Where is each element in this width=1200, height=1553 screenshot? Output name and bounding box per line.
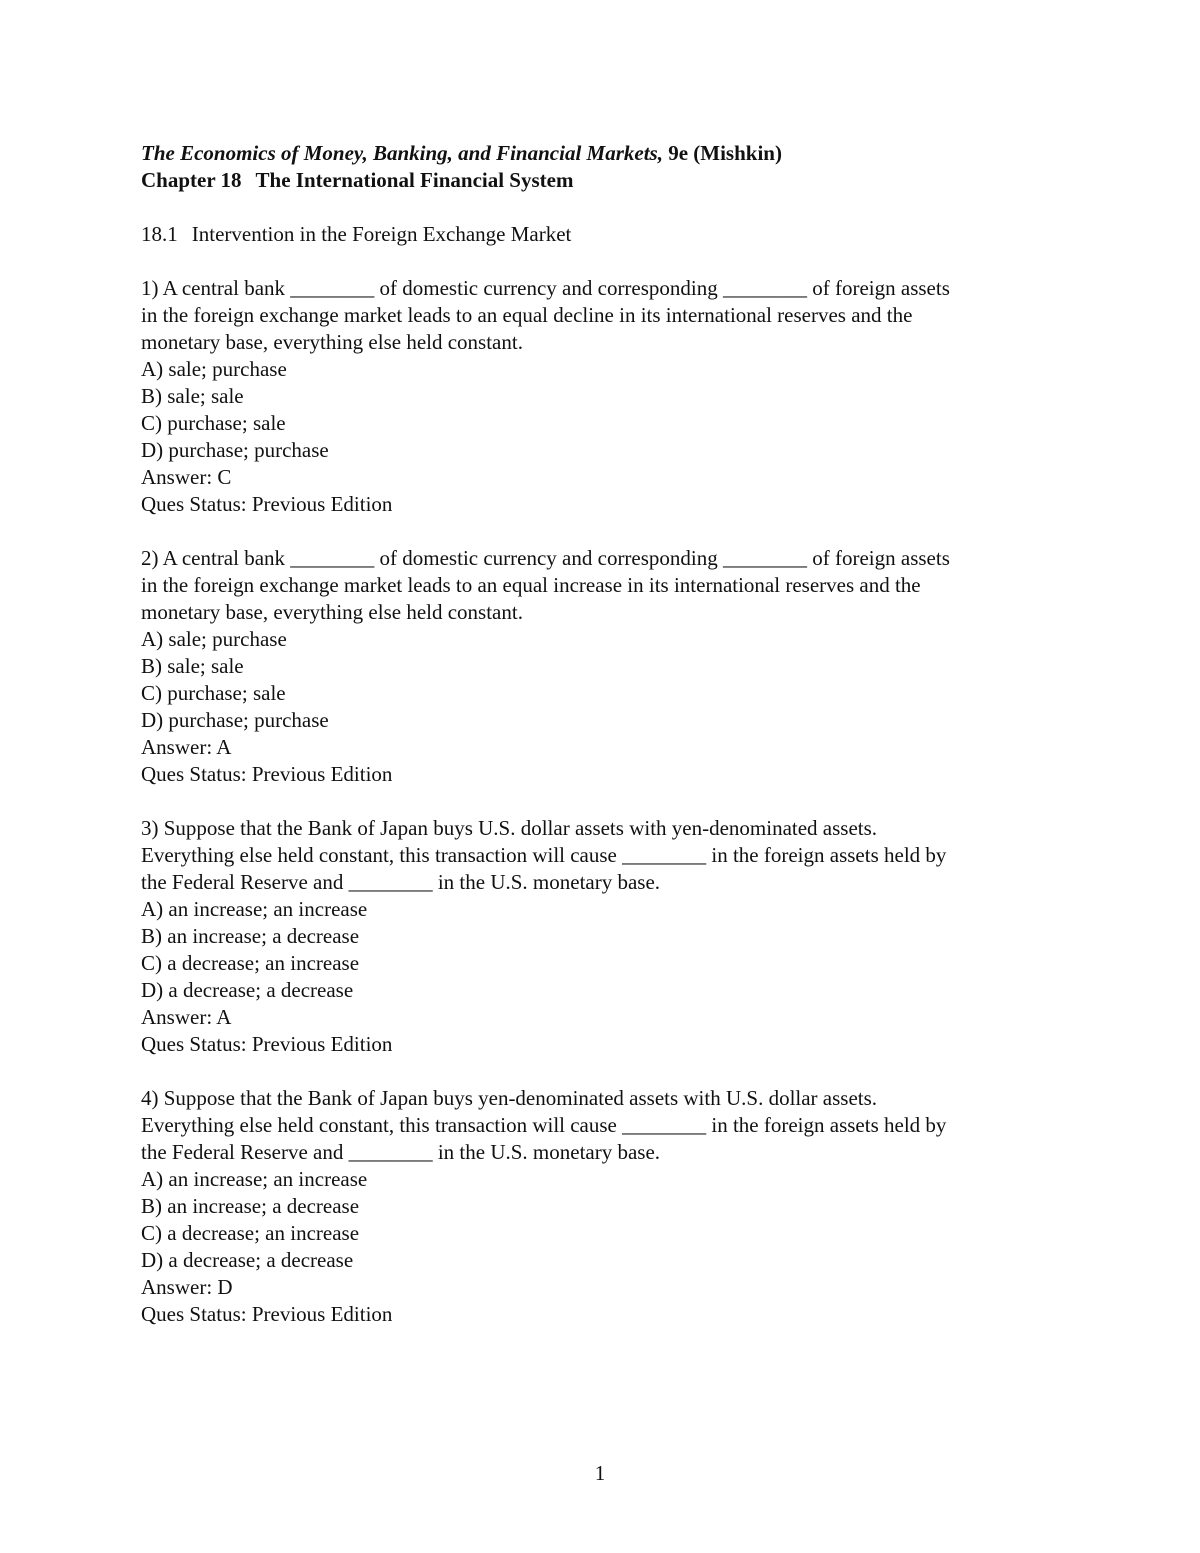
- question-3: [141, 815, 1061, 1058]
- page-number: 1: [594, 1461, 606, 1485]
- option-a: A) an increase; an increase: [141, 1167, 368, 1191]
- question-stem: 1) A central bank ________ of domestic currency and corresponding ________ of foreign assets in the foreign exchange market leads to an equal decline in its international reserves and the monetary base, everything else held constant.: [141, 276, 950, 354]
- option-a: A) sale; purchase: [141, 357, 287, 381]
- book-edition: 9e (Mishkin): [662, 141, 782, 165]
- option-d: D) a decrease; a decrease: [141, 978, 354, 1002]
- question-stem: 3) Suppose that the Bank of Japan buys U.S. dollar assets with yen-denominated assets. Everything else held constant, this transaction will cause ________ in the foreign assets held by the Federal Reserve and ________ in the U.S. monetary base.: [141, 816, 947, 894]
- option-d: D) a decrease; a decrease: [141, 1248, 354, 1272]
- document-title: [141, 140, 1061, 167]
- option-c: C) a decrease; an increase: [141, 951, 360, 975]
- question-status: Ques Status: Previous Edition: [141, 492, 393, 516]
- answer-line: Answer: D: [141, 1275, 233, 1299]
- answer-line: Answer: A: [141, 735, 232, 759]
- option-d: D) purchase; purchase: [141, 708, 329, 732]
- question-4: [141, 1085, 1061, 1328]
- document-page: [141, 140, 1061, 1328]
- question-2: [141, 545, 1061, 788]
- option-c: C) purchase; sale: [141, 681, 286, 705]
- option-b: B) an increase; a decrease: [141, 1194, 360, 1218]
- question-stem: 4) Suppose that the Bank of Japan buys yen-denominated assets with U.S. dollar assets. Everything else held constant, this transaction will cause ________ in the foreign assets held by the Federal Reserve and ________ in the U.S. monetary base.: [141, 1086, 947, 1164]
- question-1: [141, 275, 1061, 518]
- section-heading: [141, 221, 1061, 248]
- answer-line: Answer: A: [141, 1005, 232, 1029]
- question-status: Ques Status: Previous Edition: [141, 762, 393, 786]
- answer-line: Answer: C: [141, 465, 232, 489]
- question-status: Ques Status: Previous Edition: [141, 1302, 393, 1326]
- option-b: B) sale; sale: [141, 384, 244, 408]
- option-c: C) a decrease; an increase: [141, 1221, 360, 1245]
- option-a: A) an increase; an increase: [141, 897, 368, 921]
- book-title: The Economics of Money, Banking, and Financial Markets,: [141, 141, 663, 165]
- question-stem: 2) A central bank ________ of domestic currency and corresponding ________ of foreign assets in the foreign exchange market leads to an equal increase in its international reserves and the monetary base, everything else held constant.: [141, 546, 950, 624]
- chapter-title: [141, 167, 1061, 194]
- chapter-name: The International Financial System: [255, 168, 574, 192]
- option-c: C) purchase; sale: [141, 411, 286, 435]
- section-title: Intervention in the Foreign Exchange Market: [191, 222, 572, 246]
- chapter-label: Chapter 18: [141, 168, 242, 192]
- option-d: D) purchase; purchase: [141, 438, 329, 462]
- question-status: Ques Status: Previous Edition: [141, 1032, 393, 1056]
- section-number: 18.1: [141, 222, 178, 246]
- option-a: A) sale; purchase: [141, 627, 287, 651]
- option-b: B) an increase; a decrease: [141, 924, 360, 948]
- option-b: B) sale; sale: [141, 654, 244, 678]
